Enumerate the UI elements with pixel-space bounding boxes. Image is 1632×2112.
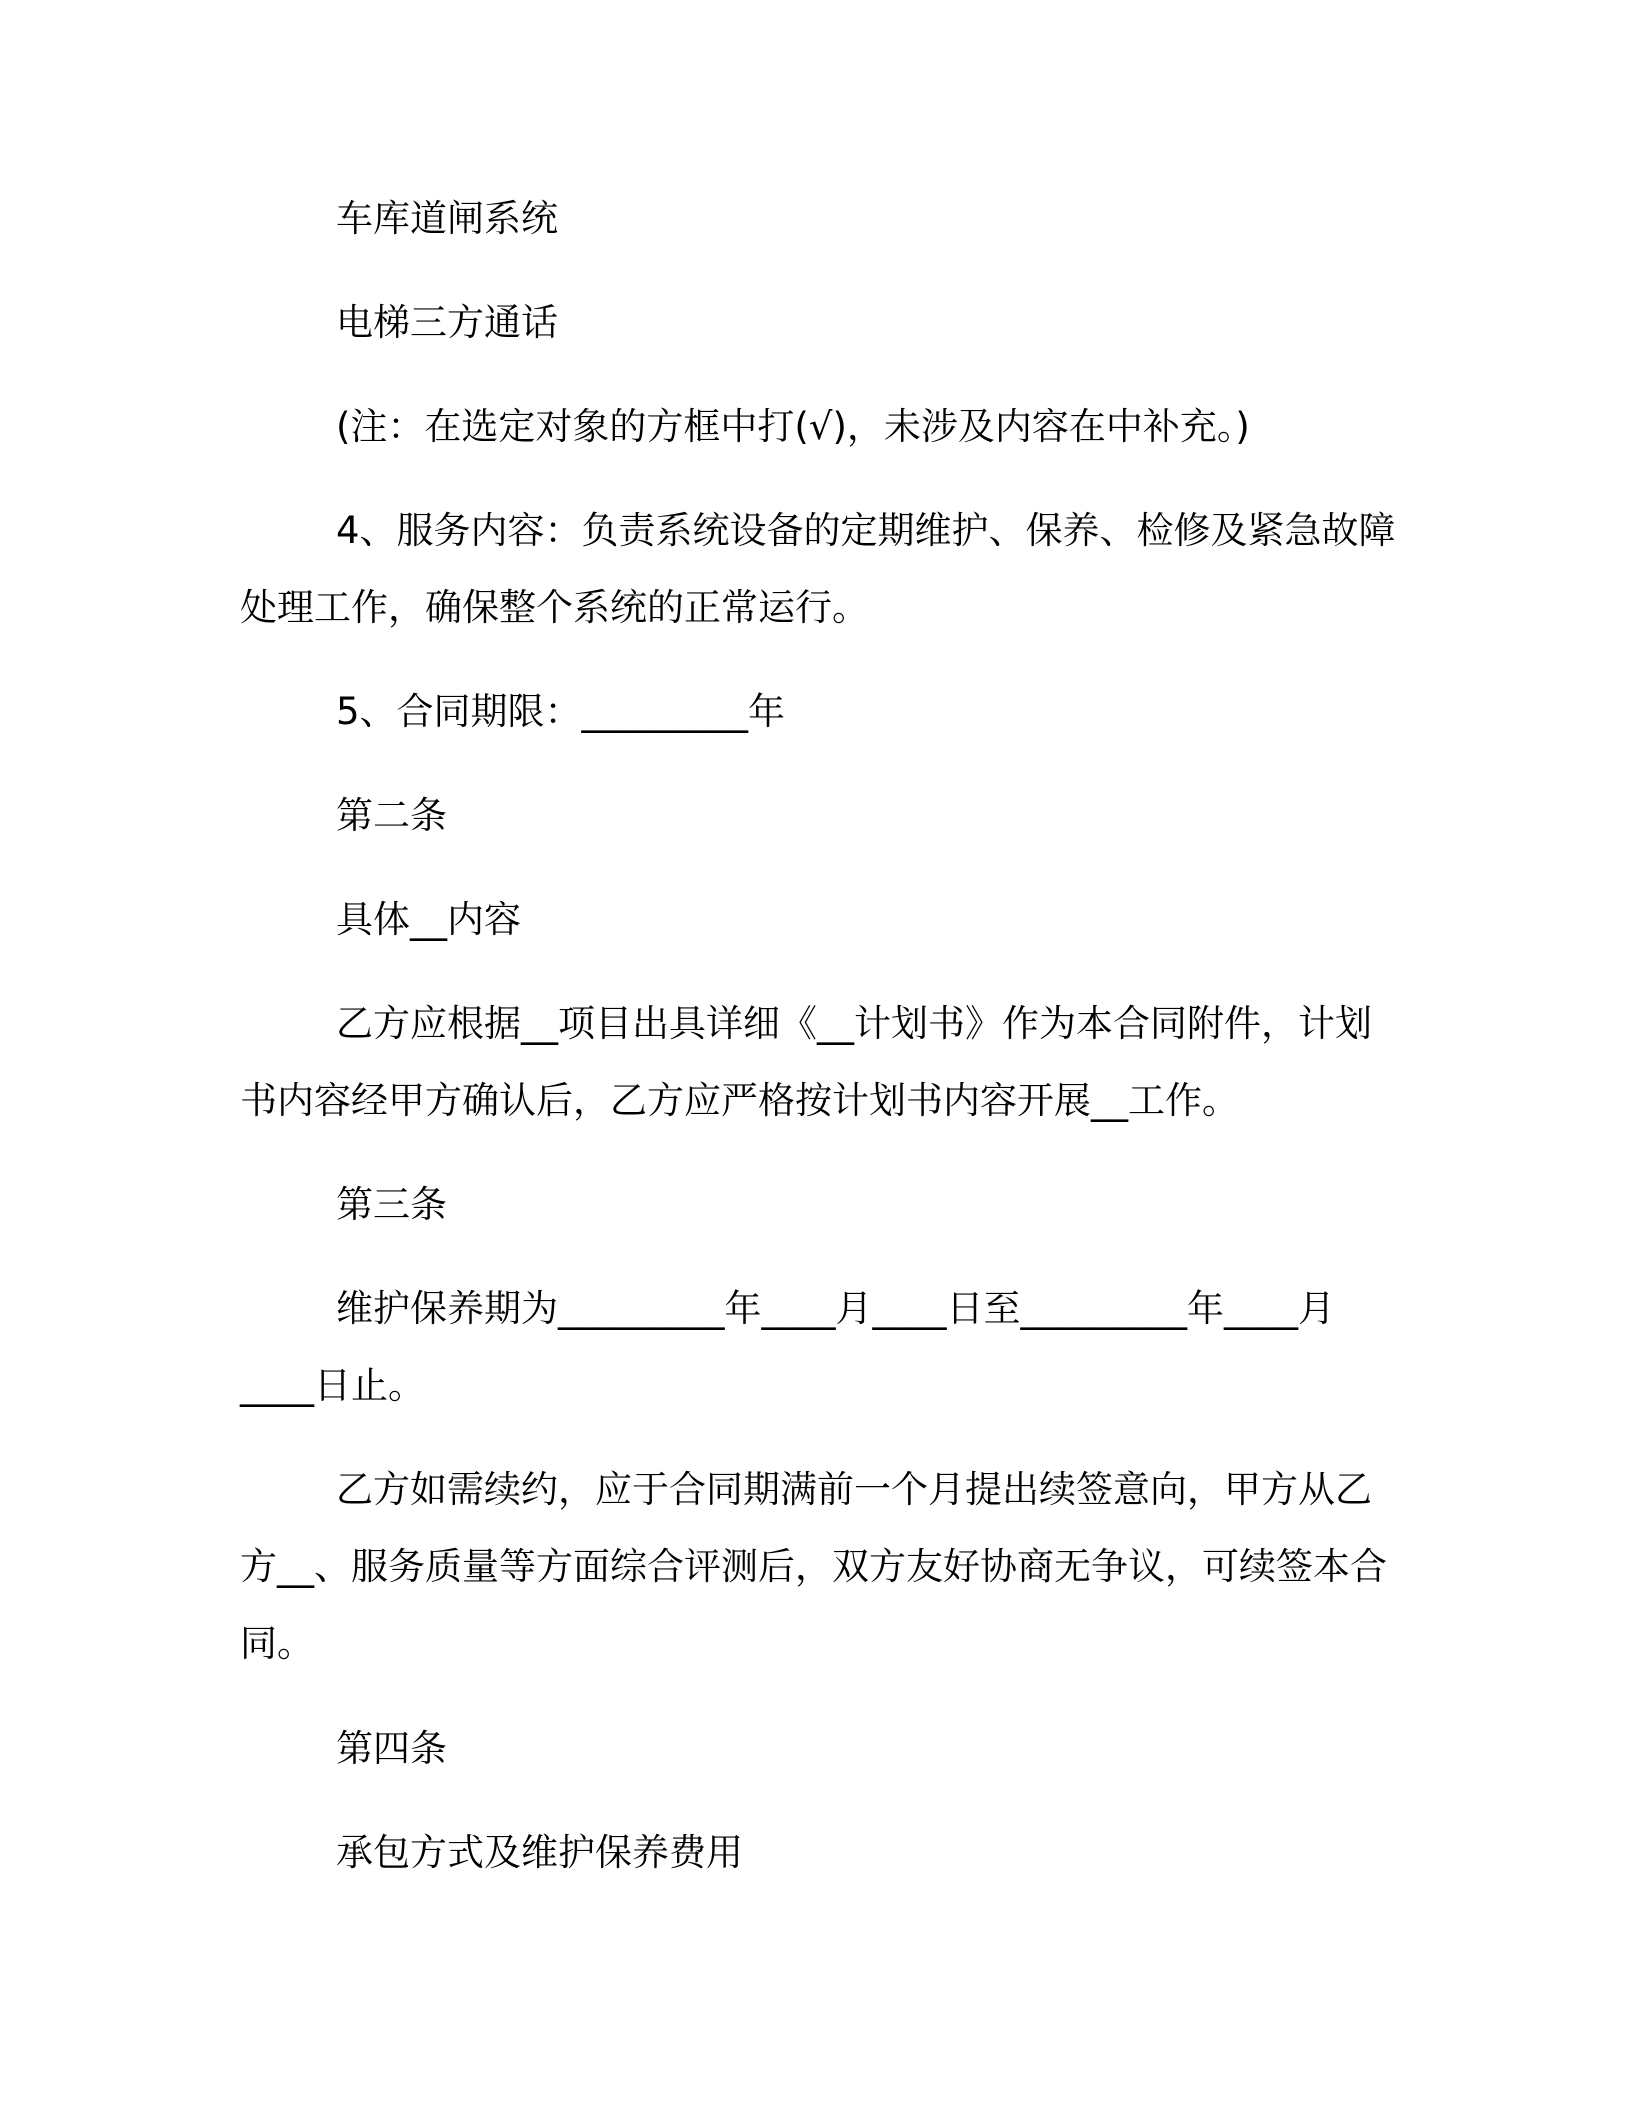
article-four-heading: 第四条 xyxy=(336,1727,447,1770)
article-two-title: 具体__内容 xyxy=(336,898,521,941)
article-three-heading: 第三条 xyxy=(336,1183,447,1226)
note-paragraph: (注：在选定对象的方框中打(√)，未涉及内容在中补充。) xyxy=(336,405,1250,448)
article-four-title: 承包方式及维护保养费用 xyxy=(336,1831,743,1874)
article-two-heading: 第二条 xyxy=(336,794,447,837)
article-two-body: 乙方应根据__项目出具详细《__计划书》作为本合同附件，计划书内容经甲方确认后，乙方应严格按计划书内容开展__工作。 xyxy=(240,1002,1372,1122)
clause-contract-term: 5、合同期限：_________年 xyxy=(336,690,786,733)
item-garage-barrier-system: 车库道闸系统 xyxy=(336,197,558,240)
item-elevator-intercom: 电梯三方通话 xyxy=(336,301,558,344)
renewal-paragraph: 乙方如需续约，应于合同期满前一个月提出续签意向，甲方从乙方__、服务质量等方面综合评测后，双方友好协商无争议，可续签本合同。 xyxy=(240,1468,1387,1665)
clause-service-content: 4、服务内容：负责系统设备的定期维护、保养、检修及紧急故障处理工作，确保整个系统的正常运行。 xyxy=(240,509,1396,629)
maintenance-period: 维护保养期为_________年____月____日至_________年____月____日止。 xyxy=(240,1287,1335,1407)
